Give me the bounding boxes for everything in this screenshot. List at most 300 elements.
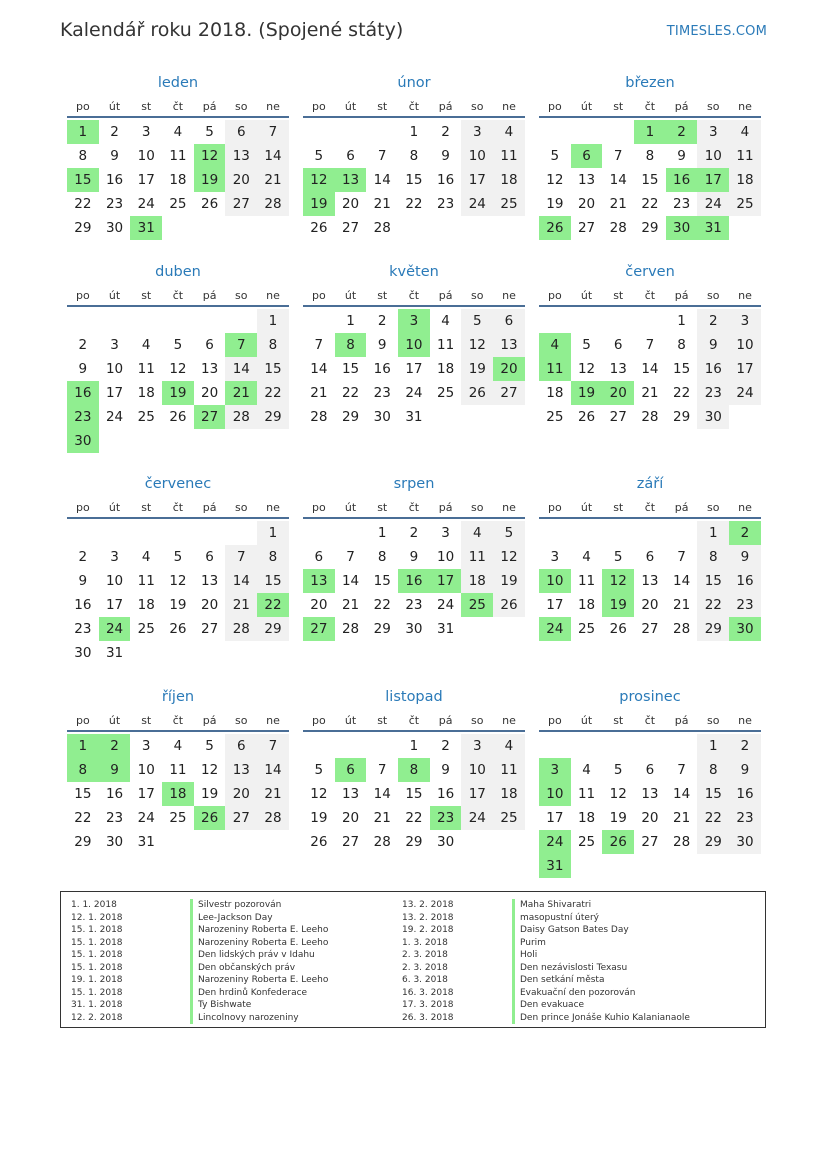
day-cell[interactable]: 2 <box>110 124 119 140</box>
day-cell[interactable]: 23 <box>729 593 761 617</box>
holiday-day-cell[interactable]: 7 <box>225 333 257 357</box>
day-cell[interactable]: 9 <box>441 762 450 778</box>
day-cell[interactable]: 6 <box>645 762 655 778</box>
holiday-day-cell[interactable]: 1 <box>67 120 99 144</box>
day-cell[interactable]: 27 <box>493 381 525 405</box>
day-cell[interactable]: 22 <box>697 806 729 830</box>
day-cell[interactable]: 15 <box>341 361 360 377</box>
day-cell[interactable]: 19 <box>201 786 219 802</box>
day-cell[interactable]: 16 <box>437 786 455 802</box>
holiday-day-cell[interactable]: 19 <box>162 381 194 405</box>
day-cell[interactable]: 28 <box>673 834 691 850</box>
day-cell[interactable]: 8 <box>645 148 655 164</box>
day-cell[interactable]: 6 <box>346 148 355 164</box>
day-cell[interactable]: 26 <box>310 220 328 236</box>
day-cell[interactable]: 21 <box>310 385 328 401</box>
day-cell[interactable]: 17 <box>137 786 155 802</box>
day-cell[interactable]: 15 <box>257 357 289 381</box>
day-cell[interactable]: 8 <box>677 337 686 353</box>
day-cell[interactable]: 12 <box>169 361 187 377</box>
holiday-day-cell[interactable]: 1 <box>67 734 99 758</box>
holiday-day-cell[interactable]: 9 <box>99 758 131 782</box>
day-cell[interactable]: 20 <box>310 597 328 613</box>
day-cell[interactable]: 6 <box>645 549 655 565</box>
day-cell[interactable]: 30 <box>697 405 729 429</box>
day-cell[interactable]: 11 <box>169 148 187 164</box>
day-cell[interactable]: 21 <box>373 810 391 826</box>
day-cell[interactable]: 4 <box>173 738 183 754</box>
day-cell[interactable]: 23 <box>729 806 761 830</box>
day-cell[interactable]: 25 <box>577 834 596 850</box>
day-cell[interactable]: 17 <box>546 810 564 826</box>
day-cell[interactable]: 13 <box>577 172 596 188</box>
day-cell[interactable]: 10 <box>697 144 729 168</box>
day-cell[interactable]: 3 <box>441 525 450 541</box>
day-cell[interactable]: 5 <box>205 738 214 754</box>
holiday-day-cell[interactable]: 31 <box>697 216 729 240</box>
holiday-day-cell[interactable]: 20 <box>493 357 525 381</box>
holiday-day-cell[interactable]: 24 <box>539 830 571 854</box>
day-cell[interactable]: 22 <box>641 196 659 212</box>
day-cell[interactable]: 10 <box>105 573 124 589</box>
day-cell[interactable]: 29 <box>641 220 659 236</box>
day-cell[interactable]: 25 <box>546 409 564 425</box>
day-cell[interactable]: 4 <box>461 521 493 545</box>
day-cell[interactable]: 24 <box>729 381 761 405</box>
day-cell[interactable]: 25 <box>437 385 455 401</box>
day-cell[interactable]: 14 <box>225 569 257 593</box>
day-cell[interactable]: 13 <box>341 786 360 802</box>
day-cell[interactable]: 5 <box>550 148 560 164</box>
day-cell[interactable]: 20 <box>641 597 659 613</box>
holiday-day-cell[interactable]: 11 <box>539 357 571 381</box>
day-cell[interactable]: 20 <box>225 168 257 192</box>
day-cell[interactable]: 18 <box>493 168 525 192</box>
day-cell[interactable]: 7 <box>677 762 686 778</box>
day-cell[interactable]: 8 <box>409 148 419 164</box>
holiday-day-cell[interactable]: 18 <box>162 782 194 806</box>
holiday-day-cell[interactable]: 13 <box>335 168 367 192</box>
holiday-day-cell[interactable]: 8 <box>398 758 430 782</box>
day-cell[interactable]: 16 <box>729 569 761 593</box>
day-cell[interactable]: 25 <box>169 196 187 212</box>
day-cell[interactable]: 17 <box>105 385 124 401</box>
day-cell[interactable]: 27 <box>641 834 659 850</box>
day-cell[interactable]: 2 <box>441 124 450 140</box>
holiday-day-cell[interactable]: 27 <box>303 617 335 641</box>
day-cell[interactable]: 5 <box>493 521 525 545</box>
day-cell[interactable]: 3 <box>141 124 151 140</box>
day-cell[interactable]: 24 <box>461 806 493 830</box>
holiday-day-cell[interactable]: 2 <box>666 120 698 144</box>
day-cell[interactable]: 4 <box>141 337 151 353</box>
holiday-day-cell[interactable]: 26 <box>602 830 634 854</box>
day-cell[interactable]: 23 <box>673 196 691 212</box>
day-cell[interactable]: 9 <box>78 573 88 589</box>
holiday-day-cell[interactable]: 8 <box>335 333 367 357</box>
day-cell[interactable]: 23 <box>105 196 124 212</box>
holiday-day-cell[interactable]: 12 <box>303 168 335 192</box>
day-cell[interactable]: 8 <box>697 758 729 782</box>
day-cell[interactable]: 19 <box>169 597 187 613</box>
day-cell[interactable]: 27 <box>341 220 360 236</box>
day-cell[interactable]: 18 <box>437 361 455 377</box>
day-cell[interactable]: 19 <box>609 810 627 826</box>
day-cell[interactable]: 20 <box>341 196 360 212</box>
day-cell[interactable]: 13 <box>493 333 525 357</box>
day-cell[interactable]: 11 <box>461 545 493 569</box>
day-cell[interactable]: 20 <box>341 810 360 826</box>
day-cell[interactable]: 6 <box>314 549 324 565</box>
day-cell[interactable]: 7 <box>257 734 289 758</box>
day-cell[interactable]: 3 <box>550 549 560 565</box>
holiday-day-cell[interactable]: 19 <box>602 593 634 617</box>
day-cell[interactable]: 26 <box>169 621 187 637</box>
day-cell[interactable]: 30 <box>105 220 124 236</box>
day-cell[interactable]: 10 <box>137 762 155 778</box>
day-cell[interactable]: 1 <box>377 525 387 541</box>
day-cell[interactable]: 2 <box>78 549 88 565</box>
day-cell[interactable]: 21 <box>609 196 627 212</box>
day-cell[interactable]: 7 <box>346 549 355 565</box>
day-cell[interactable]: 13 <box>225 144 257 168</box>
day-cell[interactable]: 18 <box>137 597 155 613</box>
day-cell[interactable]: 11 <box>493 144 525 168</box>
day-cell[interactable]: 2 <box>377 313 387 329</box>
day-cell[interactable]: 21 <box>673 810 691 826</box>
day-cell[interactable]: 9 <box>78 361 88 377</box>
day-cell[interactable]: 31 <box>437 621 455 637</box>
day-cell[interactable]: 18 <box>493 782 525 806</box>
day-cell[interactable]: 4 <box>582 762 591 778</box>
day-cell[interactable]: 1 <box>257 309 289 333</box>
day-cell[interactable]: 26 <box>169 409 187 425</box>
day-cell[interactable]: 5 <box>461 309 493 333</box>
day-cell[interactable]: 4 <box>493 734 525 758</box>
day-cell[interactable]: 5 <box>582 337 591 353</box>
day-cell[interactable]: 10 <box>729 333 761 357</box>
day-cell[interactable]: 23 <box>74 621 92 637</box>
day-cell[interactable]: 5 <box>613 762 623 778</box>
day-cell[interactable]: 29 <box>74 834 92 850</box>
day-cell[interactable]: 14 <box>673 573 691 589</box>
day-cell[interactable]: 2 <box>441 738 450 754</box>
day-cell[interactable]: 24 <box>697 192 729 216</box>
day-cell[interactable]: 28 <box>373 220 391 236</box>
day-cell[interactable]: 4 <box>493 120 525 144</box>
day-cell[interactable]: 4 <box>173 124 183 140</box>
day-cell[interactable]: 5 <box>173 549 183 565</box>
day-cell[interactable]: 4 <box>582 549 591 565</box>
day-cell[interactable]: 15 <box>257 569 289 593</box>
day-cell[interactable]: 17 <box>461 168 493 192</box>
day-cell[interactable]: 22 <box>74 810 92 826</box>
day-cell[interactable]: 7 <box>677 549 686 565</box>
day-cell[interactable]: 11 <box>577 786 596 802</box>
day-cell[interactable]: 24 <box>405 385 423 401</box>
day-cell[interactable]: 29 <box>673 409 691 425</box>
day-cell[interactable]: 11 <box>493 758 525 782</box>
day-cell[interactable]: 29 <box>697 617 729 641</box>
holiday-day-cell[interactable]: 12 <box>602 569 634 593</box>
day-cell[interactable]: 6 <box>205 337 214 353</box>
holiday-day-cell[interactable]: 31 <box>539 854 571 878</box>
day-cell[interactable]: 22 <box>74 196 92 212</box>
day-cell[interactable]: 9 <box>729 758 761 782</box>
day-cell[interactable]: 20 <box>225 782 257 806</box>
day-cell[interactable]: 10 <box>137 148 155 164</box>
day-cell[interactable]: 22 <box>673 385 691 401</box>
holiday-day-cell[interactable]: 6 <box>335 758 367 782</box>
day-cell[interactable]: 29 <box>697 830 729 854</box>
day-cell[interactable]: 17 <box>405 361 423 377</box>
day-cell[interactable]: 18 <box>546 385 564 401</box>
holiday-day-cell[interactable]: 10 <box>539 569 571 593</box>
day-cell[interactable]: 9 <box>697 333 729 357</box>
day-cell[interactable]: 27 <box>341 834 360 850</box>
day-cell[interactable]: 10 <box>105 361 124 377</box>
day-cell[interactable]: 24 <box>437 597 455 613</box>
day-cell[interactable]: 24 <box>137 196 155 212</box>
day-cell[interactable]: 19 <box>493 569 525 593</box>
day-cell[interactable]: 16 <box>729 782 761 806</box>
day-cell[interactable]: 21 <box>641 385 659 401</box>
holiday-day-cell[interactable]: 23 <box>430 806 462 830</box>
day-cell[interactable]: 5 <box>205 124 214 140</box>
day-cell[interactable]: 13 <box>225 758 257 782</box>
day-cell[interactable]: 25 <box>729 192 761 216</box>
day-cell[interactable]: 18 <box>729 168 761 192</box>
holiday-day-cell[interactable]: 30 <box>729 617 761 641</box>
day-cell[interactable]: 28 <box>609 220 627 236</box>
day-cell[interactable]: 27 <box>577 220 596 236</box>
day-cell[interactable]: 28 <box>225 617 257 641</box>
day-cell[interactable]: 29 <box>373 621 391 637</box>
day-cell[interactable]: 22 <box>405 196 423 212</box>
holiday-day-cell[interactable]: 8 <box>67 758 99 782</box>
holiday-day-cell[interactable]: 1 <box>634 120 666 144</box>
day-cell[interactable]: 14 <box>225 357 257 381</box>
day-cell[interactable]: 29 <box>257 617 289 641</box>
holiday-day-cell[interactable]: 12 <box>194 144 226 168</box>
holiday-day-cell[interactable]: 22 <box>257 593 289 617</box>
day-cell[interactable]: 3 <box>110 337 119 353</box>
day-cell[interactable]: 11 <box>137 361 155 377</box>
day-cell[interactable]: 18 <box>461 569 493 593</box>
day-cell[interactable]: 10 <box>461 144 493 168</box>
day-cell[interactable]: 28 <box>373 834 391 850</box>
day-cell[interactable]: 7 <box>377 762 387 778</box>
day-cell[interactable]: 7 <box>645 337 655 353</box>
day-cell[interactable]: 27 <box>641 621 659 637</box>
day-cell[interactable]: 28 <box>225 405 257 429</box>
day-cell[interactable]: 30 <box>437 834 455 850</box>
day-cell[interactable]: 13 <box>201 573 219 589</box>
day-cell[interactable]: 3 <box>461 734 493 758</box>
day-cell[interactable]: 1 <box>677 313 686 329</box>
day-cell[interactable]: 25 <box>137 409 155 425</box>
day-cell[interactable]: 26 <box>577 409 596 425</box>
holiday-day-cell[interactable]: 26 <box>539 216 571 240</box>
day-cell[interactable]: 9 <box>729 545 761 569</box>
day-cell[interactable]: 30 <box>405 621 423 637</box>
holiday-day-cell[interactable]: 3 <box>398 309 430 333</box>
day-cell[interactable]: 8 <box>78 148 88 164</box>
holiday-day-cell[interactable]: 16 <box>398 569 430 593</box>
day-cell[interactable]: 7 <box>377 148 387 164</box>
day-cell[interactable]: 3 <box>141 738 151 754</box>
holiday-day-cell[interactable]: 19 <box>194 168 226 192</box>
day-cell[interactable]: 28 <box>641 409 659 425</box>
day-cell[interactable]: 24 <box>461 192 493 216</box>
day-cell[interactable]: 12 <box>546 172 564 188</box>
day-cell[interactable]: 26 <box>201 196 219 212</box>
day-cell[interactable]: 15 <box>641 172 659 188</box>
holiday-day-cell[interactable]: 13 <box>303 569 335 593</box>
day-cell[interactable]: 12 <box>577 361 596 377</box>
day-cell[interactable]: 12 <box>310 786 328 802</box>
day-cell[interactable]: 5 <box>613 549 623 565</box>
day-cell[interactable]: 17 <box>105 597 124 613</box>
day-cell[interactable]: 6 <box>225 120 257 144</box>
day-cell[interactable]: 20 <box>201 385 219 401</box>
day-cell[interactable]: 29 <box>74 220 92 236</box>
day-cell[interactable]: 19 <box>546 196 564 212</box>
holiday-day-cell[interactable]: 16 <box>67 381 99 405</box>
day-cell[interactable]: 7 <box>613 148 623 164</box>
day-cell[interactable]: 27 <box>225 806 257 830</box>
holiday-day-cell[interactable]: 10 <box>398 333 430 357</box>
day-cell[interactable]: 7 <box>225 545 257 569</box>
day-cell[interactable]: 12 <box>201 762 219 778</box>
holiday-day-cell[interactable]: 15 <box>67 168 99 192</box>
day-cell[interactable]: 30 <box>74 645 92 661</box>
day-cell[interactable]: 13 <box>609 361 627 377</box>
day-cell[interactable]: 28 <box>673 621 691 637</box>
day-cell[interactable]: 22 <box>697 593 729 617</box>
day-cell[interactable]: 14 <box>673 786 691 802</box>
day-cell[interactable]: 14 <box>373 786 391 802</box>
day-cell[interactable]: 14 <box>341 573 360 589</box>
day-cell[interactable]: 8 <box>257 333 289 357</box>
day-cell[interactable]: 11 <box>137 573 155 589</box>
day-cell[interactable]: 5 <box>314 762 324 778</box>
holiday-day-cell[interactable]: 16 <box>666 168 698 192</box>
day-cell[interactable]: 30 <box>729 830 761 854</box>
day-cell[interactable]: 4 <box>729 120 761 144</box>
day-cell[interactable]: 23 <box>373 385 391 401</box>
brand-link[interactable]: TIMESLES.COM <box>666 24 767 39</box>
day-cell[interactable]: 3 <box>729 309 761 333</box>
day-cell[interactable]: 29 <box>341 409 360 425</box>
day-cell[interactable]: 13 <box>641 573 659 589</box>
day-cell[interactable]: 1 <box>697 734 729 758</box>
day-cell[interactable]: 20 <box>641 810 659 826</box>
holiday-day-cell[interactable]: 21 <box>225 381 257 405</box>
day-cell[interactable]: 10 <box>461 758 493 782</box>
day-cell[interactable]: 20 <box>577 196 596 212</box>
day-cell[interactable]: 1 <box>257 521 289 545</box>
day-cell[interactable]: 23 <box>697 381 729 405</box>
day-cell[interactable]: 15 <box>405 786 423 802</box>
day-cell[interactable]: 24 <box>137 810 155 826</box>
holiday-day-cell[interactable]: 3 <box>539 758 571 782</box>
day-cell[interactable]: 26 <box>609 621 627 637</box>
day-cell[interactable]: 22 <box>405 810 423 826</box>
day-cell[interactable]: 5 <box>314 148 324 164</box>
day-cell[interactable]: 20 <box>201 597 219 613</box>
day-cell[interactable]: 25 <box>577 621 596 637</box>
day-cell[interactable]: 18 <box>169 172 187 188</box>
day-cell[interactable]: 21 <box>673 597 691 613</box>
holiday-day-cell[interactable]: 6 <box>571 144 603 168</box>
day-cell[interactable]: 30 <box>105 834 124 850</box>
day-cell[interactable]: 29 <box>405 834 423 850</box>
day-cell[interactable]: 7 <box>257 120 289 144</box>
day-cell[interactable]: 13 <box>641 786 659 802</box>
day-cell[interactable]: 27 <box>609 409 627 425</box>
day-cell[interactable]: 13 <box>201 361 219 377</box>
day-cell[interactable]: 15 <box>697 569 729 593</box>
day-cell[interactable]: 4 <box>441 313 450 329</box>
day-cell[interactable]: 14 <box>641 361 659 377</box>
day-cell[interactable]: 6 <box>493 309 525 333</box>
day-cell[interactable]: 2 <box>697 309 729 333</box>
holiday-day-cell[interactable]: 26 <box>194 806 226 830</box>
day-cell[interactable]: 1 <box>697 521 729 545</box>
day-cell[interactable]: 15 <box>405 172 423 188</box>
day-cell[interactable]: 3 <box>110 549 119 565</box>
day-cell[interactable]: 30 <box>373 409 391 425</box>
day-cell[interactable]: 26 <box>493 593 525 617</box>
day-cell[interactable]: 16 <box>697 357 729 381</box>
holiday-day-cell[interactable]: 10 <box>539 782 571 806</box>
day-cell[interactable]: 2 <box>729 734 761 758</box>
day-cell[interactable]: 2 <box>409 525 419 541</box>
day-cell[interactable]: 11 <box>169 762 187 778</box>
day-cell[interactable]: 19 <box>310 810 328 826</box>
day-cell[interactable]: 15 <box>673 361 691 377</box>
day-cell[interactable]: 9 <box>441 148 450 164</box>
day-cell[interactable]: 18 <box>137 385 155 401</box>
day-cell[interactable]: 28 <box>257 192 289 216</box>
day-cell[interactable]: 9 <box>409 549 419 565</box>
day-cell[interactable]: 31 <box>137 834 155 850</box>
day-cell[interactable]: 21 <box>257 168 289 192</box>
day-cell[interactable]: 17 <box>461 782 493 806</box>
day-cell[interactable]: 4 <box>141 549 151 565</box>
day-cell[interactable]: 1 <box>346 313 355 329</box>
day-cell[interactable]: 6 <box>205 549 214 565</box>
day-cell[interactable]: 9 <box>110 148 119 164</box>
holiday-day-cell[interactable]: 19 <box>571 381 603 405</box>
day-cell[interactable]: 14 <box>257 144 289 168</box>
day-cell[interactable]: 21 <box>341 597 360 613</box>
day-cell[interactable]: 16 <box>437 172 455 188</box>
day-cell[interactable]: 19 <box>461 357 493 381</box>
holiday-day-cell[interactable]: 4 <box>539 333 571 357</box>
day-cell[interactable]: 9 <box>677 148 686 164</box>
day-cell[interactable]: 26 <box>461 381 493 405</box>
day-cell[interactable]: 16 <box>373 361 391 377</box>
day-cell[interactable]: 27 <box>225 192 257 216</box>
holiday-day-cell[interactable]: 24 <box>99 617 131 641</box>
day-cell[interactable]: 23 <box>105 810 124 826</box>
holiday-day-cell[interactable]: 24 <box>539 617 571 641</box>
day-cell[interactable]: 16 <box>105 172 124 188</box>
day-cell[interactable]: 8 <box>257 545 289 569</box>
day-cell[interactable]: 27 <box>201 621 219 637</box>
